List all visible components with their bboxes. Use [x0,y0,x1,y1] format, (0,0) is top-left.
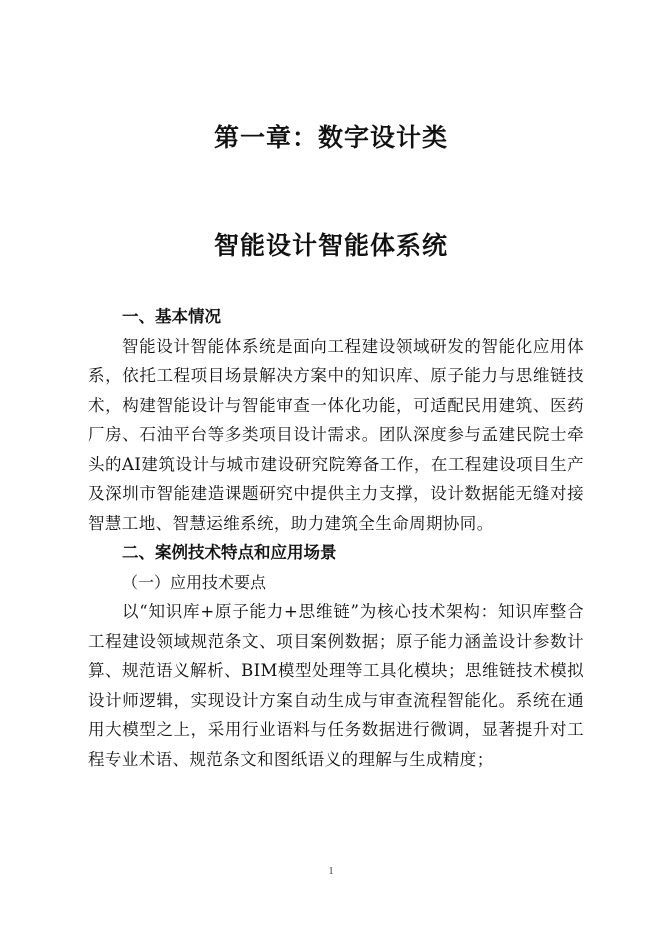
paragraph-tech-points: 以“知识库+原子能力+思维链”为核心技术架构：知识库整合工程建设领域规范条文、项目案例数据；原子能力涵盖设计参数计算、规范语义解析、BIM模型处理等工具化模块；思维链技术模拟设计师逻辑，实现设计方案自动生成与审查流程智能化。系统在通用大模型之上，采用行业语料与任务数据进行微调，显著提升对工程专业术语、规范条文和图纸语义的理解与生成精度； [88,602,584,769]
document-body [88,302,584,774]
subsection-heading-tech-points: （一）应用技术要点 [122,572,267,592]
page-number: 1 [328,866,334,877]
section-heading-basic-info: 一、基本情况 [122,307,221,326]
section-heading-tech-features: 二、案例技术特点和应用场景 [122,543,337,562]
chapter-title: 第一章：数字设计类 [213,123,448,152]
document-title: 智能设计智能体系统 [213,231,448,260]
paragraph-basic-info: 智能设计智能体系统是面向工程建设领域研发的智能化应用体系，依托工程项目场景解决方案中的知识库、原子能力与思维链技术，构建智能设计与智能审查一体化功能，可适配民用建筑、医药厂房、石油平台等多类项目设计需求。团队深度参与孟建民院士牵头的AI建筑设计与城市建设研究院筹备工作，在工程建设项目生产及深圳市智能建造课题研究中提供主力支撑，设计数据能无缝对接智慧工地、智慧运维系统，助力建筑全生命周期协同。 [88,336,584,533]
